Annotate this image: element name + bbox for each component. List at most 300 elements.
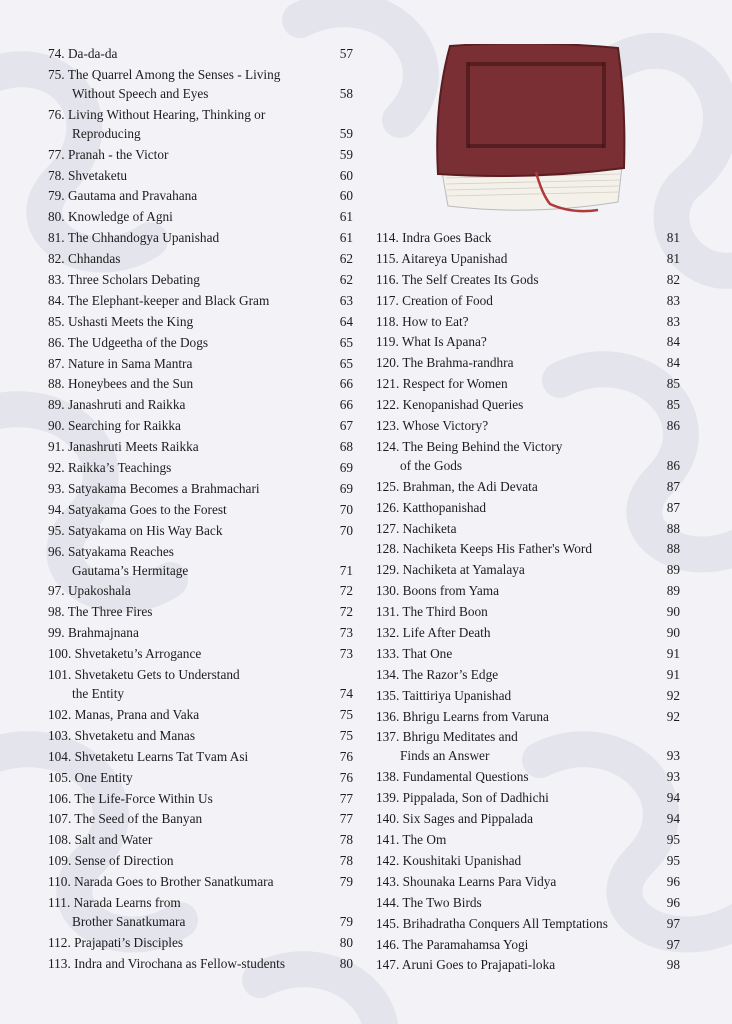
toc-entry-title-line: Satyakama Goes to the Forest	[67, 501, 227, 517]
toc-entry-title	[376, 893, 667, 912]
toc-entry-title	[376, 809, 667, 828]
toc-right-column	[376, 228, 680, 976]
toc-entry-title	[48, 395, 340, 414]
toc-entry-title	[48, 291, 340, 310]
toc-entry-title-line: Living Without Hearing, Thinking or	[67, 106, 266, 122]
toc-entry-title	[48, 333, 340, 352]
toc-entry-page-number: 80	[339, 934, 353, 950]
toc-entry-title-line: What Is Apana?	[401, 334, 487, 350]
toc-entry-title	[48, 747, 340, 766]
toc-entry-title	[376, 686, 667, 705]
toc-entry-page-number: 67	[339, 418, 353, 434]
toc-entry-title	[48, 665, 340, 703]
toc-entry-number: 145.	[376, 915, 400, 931]
toc-entry-number: 90.	[48, 418, 65, 434]
toc-entry	[376, 498, 680, 517]
toc-entry-number: 95.	[48, 522, 65, 538]
toc-entry-title-line: Fundamental Questions	[402, 769, 529, 785]
toc-entry-title-line: The Razor’s Edge	[402, 666, 499, 682]
toc-entry-number: 114.	[376, 230, 399, 245]
toc-entry-page-number: 73	[339, 625, 353, 641]
toc-entry-title	[48, 105, 340, 143]
toc-entry-page-number: 89	[666, 562, 680, 578]
toc-entry	[376, 602, 680, 621]
toc-entry-title	[48, 479, 340, 498]
toc-entry-title-line: How to Eat?	[402, 313, 469, 329]
toc-entry	[376, 416, 680, 435]
toc-entry-page-number: 97	[666, 915, 680, 931]
toc-entry-number: 147.	[376, 957, 400, 973]
toc-entry-number: 86.	[48, 334, 65, 350]
toc-entry-page-number: 69	[339, 460, 353, 476]
toc-entry-title	[48, 312, 340, 331]
toc-entry	[48, 249, 353, 268]
toc-entry-page-number: 91	[666, 645, 680, 661]
toc-entry-number: 93.	[48, 480, 65, 496]
toc-entry	[48, 228, 353, 247]
toc-entry-title-line: The Life-Force Within Us	[74, 790, 213, 806]
toc-entry	[376, 767, 680, 786]
toc-entry-page-number: 66	[339, 376, 353, 392]
toc-entry-title-line: Bhrigu Meditates and	[402, 729, 518, 745]
toc-entry-page-number: 80	[339, 955, 353, 971]
toc-entry-page-number: 79	[339, 874, 353, 890]
toc-entry-title	[376, 581, 667, 600]
toc-entry-number: 83.	[48, 272, 65, 288]
toc-entry-number: 101.	[48, 667, 72, 683]
toc-entry	[376, 312, 680, 331]
toc-entry-title-line: Satyakama Becomes a Brahmachari	[67, 480, 260, 496]
toc-left-column	[48, 44, 353, 975]
toc-entry-title	[376, 249, 667, 268]
toc-entry-number: 113.	[48, 955, 71, 971]
toc-entry	[48, 768, 353, 787]
toc-entry-title-line: Upakoshala	[67, 583, 131, 599]
toc-entry-title-line: Shvetaketu	[67, 167, 128, 183]
toc-entry	[48, 44, 353, 63]
toc-entry-number: 97.	[48, 583, 65, 599]
toc-entry	[376, 935, 680, 954]
toc-entry-title	[376, 623, 667, 642]
toc-entry-title-line: Shvetaketu and Manas	[74, 727, 195, 743]
toc-entry-number: 102.	[48, 706, 72, 722]
toc-entry	[48, 437, 353, 456]
toc-entry-page-number: 77	[339, 811, 353, 827]
toc-entry-title-continuation: Without Speech and Eyes	[72, 85, 209, 101]
toc-entry-number: 76.	[48, 106, 65, 122]
toc-entry	[48, 726, 353, 745]
toc-entry-number: 92.	[48, 460, 65, 476]
toc-entry-number: 85.	[48, 313, 65, 329]
toc-entry-number: 142.	[376, 852, 400, 868]
toc-entry-title-line: Six Sages and Pippalada	[402, 811, 533, 827]
toc-entry-page-number: 57	[339, 46, 353, 61]
toc-entry-title-continuation: Finds an Answer	[400, 748, 490, 764]
toc-entry-page-number: 77	[339, 790, 353, 806]
toc-entry-page-number: 92	[666, 708, 680, 724]
toc-entry-title-line: Boons from Yama	[402, 583, 500, 599]
toc-entry	[376, 623, 680, 642]
toc-entry-page-number: 90	[666, 625, 680, 641]
toc-entry-title-line: The Two Birds	[402, 894, 482, 910]
toc-entry-page-number: 87	[666, 499, 680, 515]
toc-entry-title	[376, 374, 667, 393]
toc-entry	[48, 747, 353, 766]
toc-entry-title-line: Nachiketa at Yamalaya	[402, 562, 525, 578]
toc-entry	[376, 830, 680, 849]
toc-entry-title-line: Brahmajnana	[67, 625, 139, 641]
toc-entry-title-line: Indra and Virochana as Fellow-students	[74, 955, 286, 971]
toc-entry-number: 124.	[376, 438, 400, 454]
toc-entry-number: 121.	[376, 376, 400, 392]
toc-entry-title-line: Prajapati’s Disciples	[74, 934, 184, 950]
toc-entry	[48, 166, 353, 185]
toc-entry-title-line: Brahman, the Adi Devata	[402, 478, 538, 494]
toc-entry-number: 137.	[376, 729, 400, 745]
toc-entry-page-number: 94	[666, 811, 680, 827]
toc-entry-title-line: Nachiketa Keeps His Father's Word	[402, 541, 593, 557]
toc-entry-title	[48, 521, 340, 540]
toc-entry-number: 118.	[376, 313, 399, 329]
toc-entry-page-number: 62	[339, 251, 353, 267]
toc-entry	[376, 249, 680, 268]
toc-entry	[376, 291, 680, 310]
toc-entry-number: 74.	[48, 46, 65, 61]
toc-entry-title-line: The Quarrel Among the Senses - Living	[67, 66, 281, 82]
toc-entry-page-number: 75	[339, 727, 353, 743]
toc-entry-number: 130.	[376, 583, 400, 599]
toc-entry-page-number: 74	[339, 686, 353, 702]
toc-entry-title	[376, 707, 667, 726]
toc-entry-title-line: The Being Behind the Victory	[402, 438, 563, 454]
toc-entry-page-number: 94	[666, 790, 680, 806]
toc-entry-number: 87.	[48, 355, 65, 371]
toc-entry-title	[48, 500, 340, 519]
toc-entry	[376, 644, 680, 663]
toc-entry-title	[376, 560, 667, 579]
toc-entry	[376, 560, 680, 579]
toc-entry-page-number: 85	[666, 376, 680, 392]
toc-entry-page-number: 91	[666, 666, 680, 682]
toc-entry-page-number: 81	[666, 250, 680, 266]
toc-entry	[48, 581, 353, 600]
toc-entry	[48, 458, 353, 477]
toc-entry-page-number: 89	[666, 583, 680, 599]
toc-entry-number: 79.	[48, 188, 65, 204]
toc-entry-title-line: Searching for Raikka	[67, 418, 181, 434]
toc-entry-number: 103.	[48, 727, 72, 743]
toc-entry-title	[376, 312, 667, 331]
toc-entry-title-line: Knowledge of Agni	[67, 209, 173, 225]
toc-entry	[376, 788, 680, 807]
toc-entry	[48, 395, 353, 414]
toc-entry	[376, 395, 680, 414]
toc-entry-title	[376, 332, 667, 351]
toc-entry-page-number: 83	[666, 292, 680, 308]
toc-entry-title-line: Katthopanishad	[402, 499, 487, 515]
toc-entry	[48, 270, 353, 289]
toc-entry-title	[48, 416, 340, 435]
toc-entry-number: 129.	[376, 562, 400, 578]
toc-entry-title	[376, 437, 667, 475]
toc-entry-number: 77.	[48, 146, 65, 162]
toc-entry-number: 80.	[48, 209, 65, 225]
toc-entry-title	[48, 458, 340, 477]
toc-entry-title-line: Shounaka Learns Para Vidya	[402, 873, 557, 889]
toc-entry	[376, 539, 680, 558]
toc-entry-title-line: Chhandas	[67, 251, 121, 267]
toc-entry-number: 139.	[376, 790, 400, 806]
toc-entry-title	[48, 809, 340, 828]
book-illustration	[432, 44, 632, 224]
toc-entry	[376, 477, 680, 496]
toc-entry-title-continuation: Brother Sanatkumara	[72, 913, 186, 929]
toc-entry	[48, 933, 353, 952]
toc-entry	[48, 479, 353, 498]
toc-entry-title	[48, 644, 340, 663]
toc-entry-number: 122.	[376, 397, 400, 413]
toc-entry-title	[376, 498, 667, 517]
toc-entry-page-number: 65	[339, 355, 353, 371]
toc-entry	[376, 893, 680, 912]
toc-entry-title	[48, 726, 340, 745]
toc-entry-title-line: Nachiketa	[402, 520, 457, 536]
toc-entry-page-number: 82	[666, 271, 680, 287]
toc-entry-title-line: Sense of Direction	[74, 853, 174, 869]
toc-entry	[48, 416, 353, 435]
toc-entry-title-line: The Brahma-randhra	[402, 355, 514, 371]
toc-entry-title	[48, 623, 340, 642]
toc-entry-title	[48, 705, 340, 724]
toc-entry-title-line: That One	[402, 645, 453, 661]
toc-entry-page-number: 79	[339, 913, 353, 929]
toc-entry-number: 138.	[376, 769, 400, 785]
toc-entry-title	[376, 477, 667, 496]
toc-entry-title-line: Shvetaketu Gets to Understand	[74, 667, 240, 683]
toc-entry-page-number: 93	[666, 748, 680, 764]
toc-entry-number: 84.	[48, 292, 65, 308]
toc-entry-number: 125.	[376, 478, 400, 494]
toc-entry-title	[376, 602, 667, 621]
toc-entry-number: 134.	[376, 666, 400, 682]
toc-entry-page-number: 64	[339, 313, 353, 329]
toc-entry-page-number: 85	[666, 397, 680, 413]
toc-entry-title	[48, 65, 340, 103]
toc-entry	[48, 830, 353, 849]
toc-entry-page-number: 84	[666, 355, 680, 371]
toc-entry-title-line: The Elephant-keeper and Black Gram	[67, 292, 270, 308]
toc-entry-number: 75.	[48, 66, 65, 82]
toc-entry-title-line: The Seed of the Banyan	[74, 811, 203, 827]
toc-entry	[376, 437, 680, 475]
toc-entry-title	[376, 291, 667, 310]
toc-entry-page-number: 59	[339, 146, 353, 162]
toc-entry-title	[376, 914, 667, 933]
toc-entry-number: 105.	[48, 769, 72, 785]
toc-entry-title	[48, 542, 340, 580]
toc-entry-title-line: Life After Death	[402, 625, 491, 641]
toc-entry	[48, 145, 353, 164]
toc-entry	[376, 914, 680, 933]
toc-entry	[48, 665, 353, 703]
toc-entry-page-number: 87	[666, 478, 680, 494]
toc-entry-title	[376, 353, 667, 372]
toc-entry	[48, 521, 353, 540]
toc-entry-number: 91.	[48, 439, 65, 455]
toc-entry	[376, 353, 680, 372]
toc-entry-title	[376, 270, 667, 289]
toc-entry-title-line: The Three Fires	[67, 604, 153, 620]
toc-entry-page-number: 92	[666, 687, 680, 703]
toc-entry-title	[48, 166, 340, 185]
toc-entry-number: 120.	[376, 355, 400, 371]
toc-entry	[376, 581, 680, 600]
toc-entry-number: 81.	[48, 230, 65, 246]
toc-entry-title-line: Respect for Women	[402, 376, 508, 392]
toc-entry-title-line: Narada Goes to Brother Sanatkumara	[74, 874, 274, 890]
toc-entry-number: 144.	[376, 894, 400, 910]
toc-entry-title-line: Ushasti Meets the King	[67, 313, 194, 329]
toc-entry-title	[48, 270, 340, 289]
toc-entry	[48, 186, 353, 205]
toc-entry-page-number: 61	[339, 230, 353, 246]
toc-entry-title	[376, 519, 667, 538]
toc-entry-title-line: Honeybees and the Sun	[67, 376, 194, 392]
toc-entry-page-number: 59	[339, 125, 353, 141]
toc-entry-number: 104.	[48, 748, 72, 764]
toc-entry-page-number: 97	[666, 936, 680, 952]
toc-entry-number: 133.	[376, 645, 400, 661]
toc-entry	[48, 872, 353, 891]
toc-entry-number: 141.	[376, 832, 400, 848]
toc-entry-number: 116.	[376, 271, 399, 287]
toc-entry	[376, 686, 680, 705]
toc-entry-page-number: 88	[666, 541, 680, 557]
toc-entry-number: 135.	[376, 687, 400, 703]
toc-entry-number: 115.	[376, 250, 399, 266]
toc-entry-title	[376, 539, 667, 558]
toc-entry	[48, 312, 353, 331]
toc-entry-title-line: Narada Learns from	[73, 894, 181, 910]
toc-entry-page-number: 86	[666, 457, 680, 473]
toc-entry-number: 112.	[48, 934, 71, 950]
toc-entry-title	[376, 644, 667, 663]
toc-entry	[48, 809, 353, 828]
toc-entry-title-line: Raikka’s Teachings	[67, 460, 172, 476]
toc-entry-number: 127.	[376, 520, 400, 536]
toc-entry	[48, 105, 353, 143]
toc-entry-page-number: 62	[339, 272, 353, 288]
toc-entry-title-continuation: Reproducing	[72, 125, 141, 141]
toc-entry-page-number: 66	[339, 397, 353, 413]
toc-entry-title	[376, 872, 667, 891]
toc-entry-title	[376, 788, 667, 807]
toc-entry-number: 96.	[48, 543, 65, 559]
toc-entry-number: 109.	[48, 853, 72, 869]
toc-entry-page-number: 72	[339, 604, 353, 620]
toc-entry-title-line: Three Scholars Debating	[67, 272, 200, 288]
toc-entry-page-number: 96	[666, 873, 680, 889]
toc-entry	[376, 955, 680, 974]
toc-entry-title-line: The Om	[402, 832, 447, 848]
toc-entry-title	[48, 186, 340, 205]
toc-entry-page-number: 68	[339, 439, 353, 455]
toc-entry	[48, 602, 353, 621]
toc-entry-number: 110.	[48, 874, 71, 890]
toc-entry-number: 100.	[48, 646, 72, 662]
toc-entry-number: 94.	[48, 501, 65, 517]
toc-entry-title	[376, 851, 667, 870]
toc-entry-title	[48, 893, 340, 931]
toc-entry	[48, 374, 353, 393]
toc-entry	[376, 727, 680, 765]
toc-entry	[48, 542, 353, 580]
toc-entry-title	[48, 830, 340, 849]
toc-entry-page-number: 69	[339, 480, 353, 496]
toc-entry-title-line: Creation of Food	[402, 292, 493, 308]
toc-entry-number: 89.	[48, 397, 65, 413]
toc-entry-title-line: Nature in Sama Mantra	[67, 355, 193, 371]
toc-entry-title	[48, 207, 340, 226]
toc-entry	[48, 705, 353, 724]
toc-entry-page-number: 60	[339, 167, 353, 183]
toc-entry-page-number: 75	[339, 706, 353, 722]
toc-entry-title	[48, 145, 340, 164]
toc-entry-number: 78.	[48, 167, 65, 183]
toc-entry	[48, 65, 353, 103]
toc-entry-page-number: 84	[666, 334, 680, 350]
toc-entry-title-line: Salt and Water	[74, 832, 153, 848]
toc-entry-page-number: 93	[666, 769, 680, 785]
toc-entry-page-number: 78	[339, 832, 353, 848]
toc-entry-number: 132.	[376, 625, 400, 641]
toc-entry-title-line: Pippalada, Son of Dadhichi	[402, 790, 549, 806]
toc-entry-title-line: Da-da-da	[67, 46, 118, 61]
toc-entry-title	[48, 872, 340, 891]
toc-entry-title-line: The Chhandogya Upanishad	[67, 230, 220, 246]
toc-entry-title	[376, 228, 667, 247]
toc-entry	[48, 623, 353, 642]
toc-entry	[48, 644, 353, 663]
toc-entry-page-number: 96	[666, 894, 680, 910]
toc-entry-title-line: Manas, Prana and Vaka	[74, 706, 200, 722]
toc-entry-page-number: 86	[666, 418, 680, 434]
toc-entry-number: 136.	[376, 708, 400, 724]
toc-entry-page-number: 76	[339, 769, 353, 785]
toc-entry-title-line: Kenopanishad Queries	[402, 397, 524, 413]
toc-entry	[376, 228, 680, 247]
toc-entry-number: 140.	[376, 811, 400, 827]
toc-entry-title	[376, 767, 667, 786]
toc-entry-page-number: 73	[339, 646, 353, 662]
toc-entry-title-line: Koushitaki Upanishad	[402, 852, 522, 868]
toc-entry	[376, 707, 680, 726]
toc-entry-title-line: Shvetaketu’s Arrogance	[74, 646, 202, 662]
toc-entry-title	[376, 727, 667, 765]
toc-entry-title	[48, 768, 340, 787]
toc-entry	[376, 665, 680, 684]
toc-entry	[48, 500, 353, 519]
toc-entry-title-line: Shvetaketu Learns Tat Tvam Asi	[74, 748, 249, 764]
toc-entry-title	[48, 437, 340, 456]
toc-entry-number: 106.	[48, 790, 72, 806]
toc-entry	[376, 851, 680, 870]
toc-entry-number: 117.	[376, 292, 399, 308]
toc-entry-title-line: Indra Goes Back	[402, 230, 492, 245]
toc-entry-title	[376, 935, 667, 954]
toc-entry-title-line: Janashruti and Raikka	[67, 397, 186, 413]
toc-entry-title-line: Aruni Goes to Prajapati-loka	[401, 957, 556, 973]
